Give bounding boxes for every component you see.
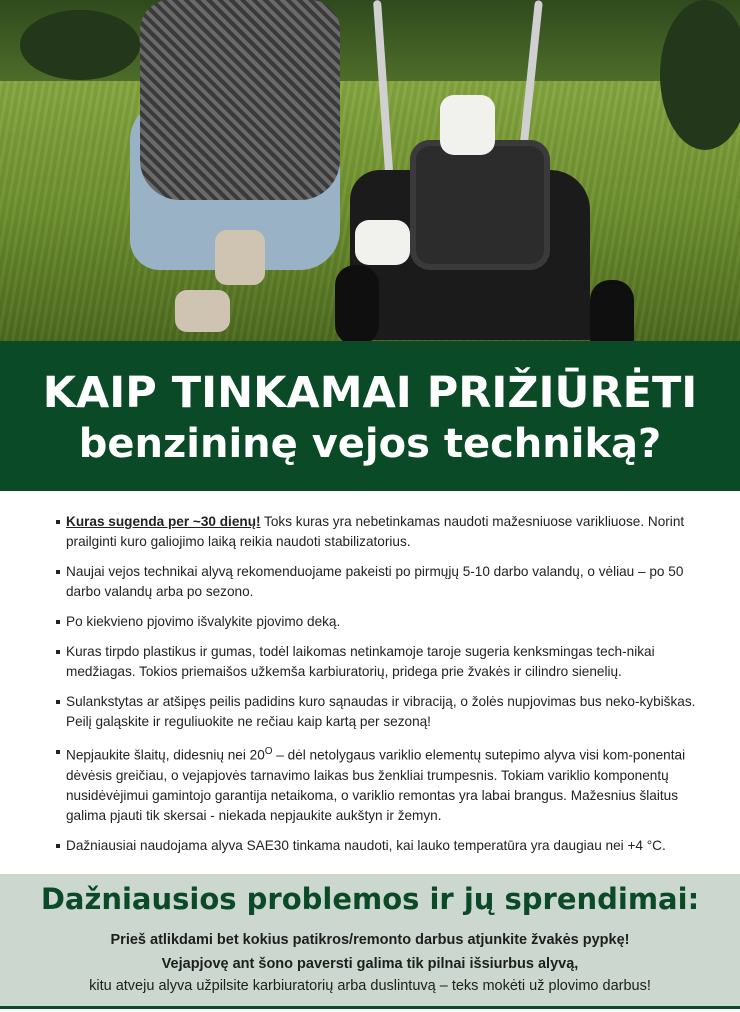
glove [355,220,410,265]
title-banner [0,341,740,491]
tips-list [56,512,696,866]
tip-item [56,692,696,732]
shrub [20,10,140,80]
tip-item [56,742,696,826]
tip-item [56,612,696,632]
tip-item [56,642,696,682]
mower-wheel [335,265,379,341]
tip-text: Dažniausiai naudojama alyva SAE30 tinkama naudoti, kai lauko temperatūra yra daugiau nei +4 °C. [66,837,666,853]
hero-photo [0,0,740,341]
person-shirt [140,0,340,200]
problems-line-1: Prieš atlikdami bet kokius patikros/remonto darbus atjunkite žvakės pypkę! [110,932,630,948]
tip-item [56,512,696,552]
problems-heading: Dažniausios problemos ir jų sprendimai: [40,882,700,916]
mower-engine [410,140,550,270]
problems-line-3: kitu atveju alyva užpilsite karbiuratorių arba duslintuvą – teks mokėti už plovimo darbus! [89,978,651,994]
tip-text: Kuras tirpdo plastikus ir gumas, todėl laikomas netinkamoje taroje sugeria kenksmingas tech-nikai medžiagas. Tokios priemaišos užkemša karbiuratorių, pridega prie žvakės ir cilindro sienelių. [66,644,655,679]
title-line-1: KAIP TINKAMAI PRIŽIŪRĖTI [42,368,698,418]
person-shoe [175,290,230,332]
tip-text: – dėl netolygaus variklio elementų sutepimo alyva visi kom-ponentai dėvėsis greičiau, o vejapjovės tarnavimo laikas bus ženkliai trumpesnis. Tokiam variklio komponentų nusidėvėjimui gamintojo garantija netaikoma, o variklio remontas yra labai brangus. Mažesnius šlaitus galima pjauti tik skersai - niekada nepjaukite aukštyn ir žemyn. [66,747,686,823]
problems-panel [0,874,740,1009]
tip-text: Nepjaukite šlaitų, didesnių nei 20 [66,747,265,763]
tip-lead: Kuras sugenda per ~30 dienų! [66,514,261,529]
tip-item [56,562,696,602]
tip-text: Sulankstytas ar atšipęs peilis padidins kuro sąnaudas ir vibraciją, o žolės nupjovimas bus neko-kybiškas. Peilį galąskite ir reguliuokite ne rečiau kaip kartą per sezoną! [66,694,696,729]
person-shoe [215,230,265,285]
shrub [660,0,740,150]
tip-text: Naujai vejos technikai alyvą rekomenduojame pakeisti po pirmųjų 5-10 darbo valandų, o vėliau – po 50 darbo valandų arba po sezono. [66,564,684,599]
tip-text: Po kiekvieno pjovimo išvalykite pjovimo deką. [66,614,341,629]
degree-mark: O [264,746,273,757]
title-line-2: benzininę vejos techniką? [78,421,662,467]
glove [440,95,495,155]
tip-text: Toks kuras yra nebetinkamas naudoti mažesniuose varikliuose. Norint prailginti kuro galiojimo laiką reikia naudoti stabilizatorius. [66,514,685,549]
problems-line-2: Vejapjovę ant šono paversti galima tik pilnai išsiurbus alyvą, [161,956,579,972]
tip-item [56,836,696,856]
mower-wheel [590,280,634,341]
